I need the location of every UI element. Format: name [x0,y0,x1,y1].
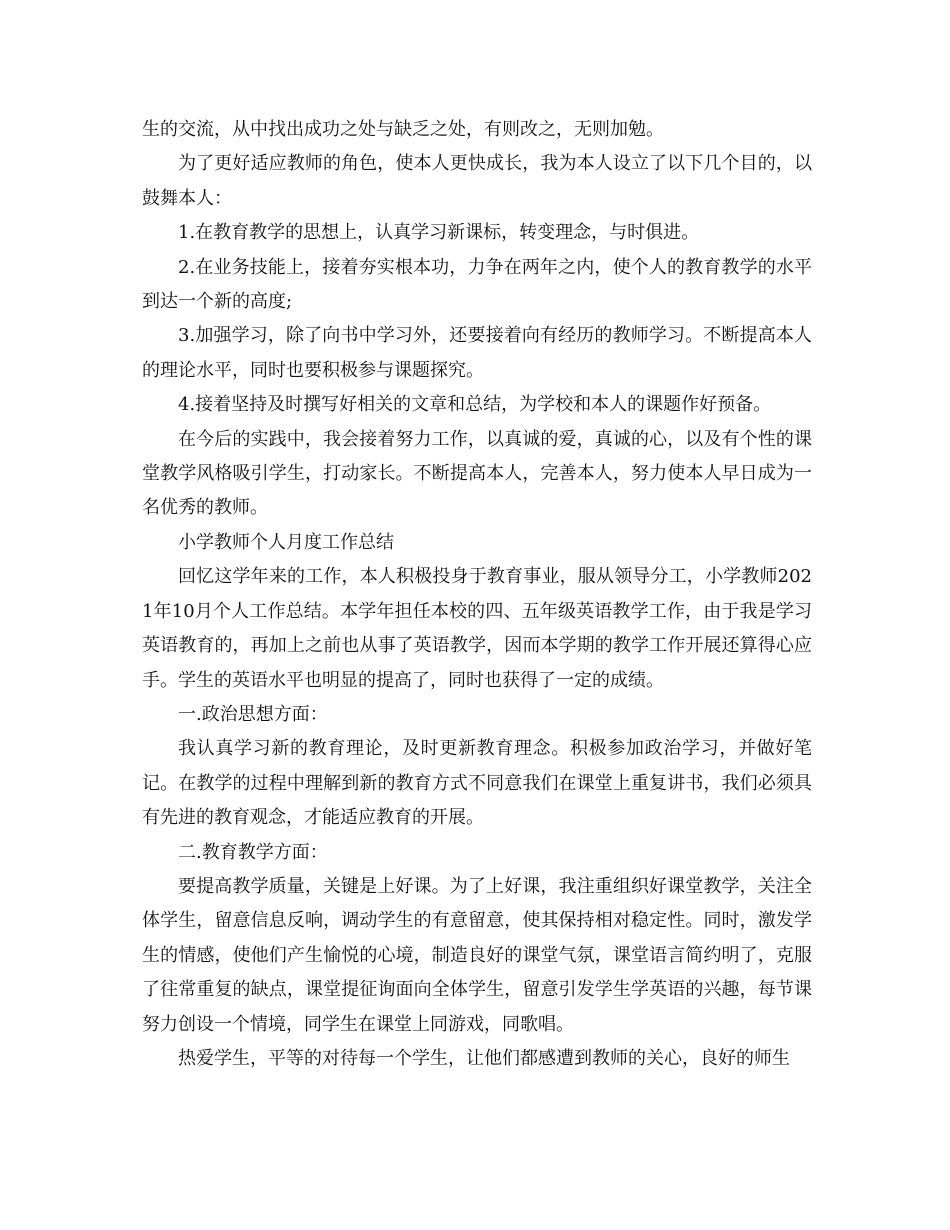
document-body [142,113,812,1076]
paragraph: 在今后的实践中，我会接着努力工作，以真诚的爱，真诚的心，以及有个性的课堂教学风格吸引学生，打动家长。不断提高本人，完善本人，努力使本人早日成为一名优秀的教师。 [142,428,812,519]
paragraph: 热爱学生，平等的对待每一个学生，让他们都感遭到教师的关心，良好的师生 [178,1047,790,1069]
list-item: 1.在教育教学的思想上，认真学习新课标，转变理念，与时俱进。 [178,222,700,244]
section-heading: 二.教育教学方面： [178,841,328,863]
list-item: 2.在业务技能上，接着夯实根本功，力争在两年之内，使个人的教育教学的水平到达一个新的高度; [142,256,812,313]
list-item: 4.接着坚持及时撰写好相关的文章和总结，为学校和本人的课题作好预备。 [178,394,772,416]
paragraph: 我认真学习新的教育理论，及时更新教育理念。积极参加政治学习，并做好笔记。在教学的过程中理解到新的教育方式不同意我们在课堂上重复讲书，我们必须具有先进的教育观念，才能适应教育的开展。 [142,738,812,829]
paragraph: 要提高教学质量，关键是上好课。为了上好课，我注重组织好课堂教学，关注全体学生，留意信息反响，调动学生的有意留意，使其保持相对稳定性。同时，激发学生的情感，使他们产生愉悦的心境，制造良好的课堂气氛，课堂语言简约明了，克服了往常重复的缺点，课堂提征询面向全体学生，留意引发学生学英语的兴趣，每节课努力创设一个情境，同学生在课堂上同游戏，同歌唱。 [142,875,812,1035]
paragraph: 为了更好适应教师的角色，使本人更快成长，我为本人设立了以下几个目的，以鼓舞本人： [142,153,812,209]
section-heading: 一.政治思想方面： [178,703,328,725]
list-item: 3.加强学习，除了向书中学习外，还要接着向有经历的教师学习。不断提高本人的理论水平，同时也要积极参与课题探究。 [142,325,812,381]
section-title: 小学教师个人月度工作总结 [178,531,394,553]
paragraph: 回忆这学年来的工作，本人积极投身于教育事业，服从领导分工，小学教师2021年10月个人工作总结。本学年担任本校的四、五年级英语教学工作，由于我是学习英语教育的，再加上之前也从事了英语教学，因而本学期的教学工作开展还算得心应手。学生的英语水平也明显的提高了，同时也获得了一定的成绩。 [142,566,812,691]
paragraph: 生的交流，从中找出成功之处与缺乏之处，有则改之，无则加勉。 [142,119,664,140]
